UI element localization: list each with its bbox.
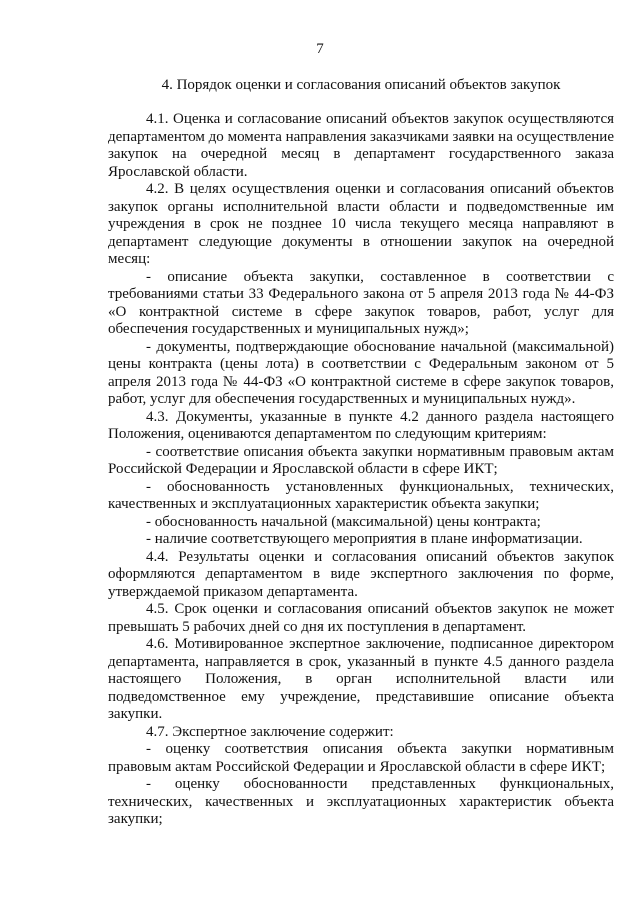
list-item: - соответствие описания объекта закупки нормативным правовым актам Российской Федерации и Ярославской области в сфере ИКТ; <box>108 443 614 477</box>
document-body <box>108 111 614 829</box>
paragraph-4-7: 4.7. Экспертное заключение содержит: <box>146 723 394 740</box>
paragraph-4-4: 4.4. Результаты оценки и согласования описаний объектов закупок оформляются департаментом в виде экспертного заключения по форме, утверждаемой приказом департамента. <box>108 548 614 600</box>
page-number: 7 <box>316 41 324 57</box>
list-item: - оценку соответствия описания объекта закупки нормативным правовым актам Российской Федерации и Ярославской области в сфере ИКТ; <box>108 741 614 775</box>
section-heading: 4. Порядок оценки и согласования описаний объектов закупок <box>161 77 561 93</box>
list-item: - документы, подтверждающие обоснование начальной (максимальной) цены контракта (цены лота) в соответствии с Федеральным законом от 5 апреля 2013 года № 44-ФЗ «О контрактной системе в сфере закупок товаров, работ, услуг для обеспечения государственных и муниципальных нужд». <box>108 338 614 407</box>
paragraph-4-1: 4.1. Оценка и согласование описаний объектов закупок осуществляются департаментом до момента направления заказчиками заявки на осуществление закупок на очередной месяц в департамент государственного заказа Ярославской области. <box>108 111 614 180</box>
list-item: - обоснованность начальной (максимальной) цены контракта; <box>146 513 541 530</box>
paragraph-4-6: 4.6. Мотивированное экспертное заключение, подписанное директором департамента, направляется в срок, указанный в пункте 4.5 данного раздела настоящего Положения, в орган исполнительной власти или подведомственное ему учреждение, представившие описание объекта закупки. <box>108 636 614 722</box>
paragraph-4-2: 4.2. В целях осуществления оценки и согласования описаний объектов закупок органы исполнительной власти области и подведомственные им учреждения в срок не позднее 10 числа текущего месяца направляют в департамент следующие документы в отношении закупок на очередной месяц: <box>108 181 614 267</box>
list-item: - наличие соответствующего мероприятия в плане информатизации. <box>146 531 583 547</box>
paragraph-4-3: 4.3. Документы, указанные в пункте 4.2 данного раздела настоящего Положения, оцениваются департаментом по следующим критериям: <box>108 408 614 442</box>
paragraph-4-5: 4.5. Срок оценки и согласования описаний объектов закупок не может превышать 5 рабочих дней со дня их поступления в департамент. <box>108 601 614 635</box>
list-item: - оценку обоснованности представленных функциональных, технических, качественных и эксплуатационных характеристик объекта закупки; <box>108 776 614 827</box>
list-item: - обоснованность установленных функциональных, технических, качественных и эксплуатационных характеристик объекта закупки; <box>108 478 614 512</box>
list-item: - описание объекта закупки, составленное в соответствии с требованиями статьи 33 Федерального закона от 5 апреля 2013 года № 44-ФЗ «О контрактной системе в сфере закупок товаров, работ, услуг для обеспечения государственных и муниципальных нужд»; <box>108 268 614 337</box>
